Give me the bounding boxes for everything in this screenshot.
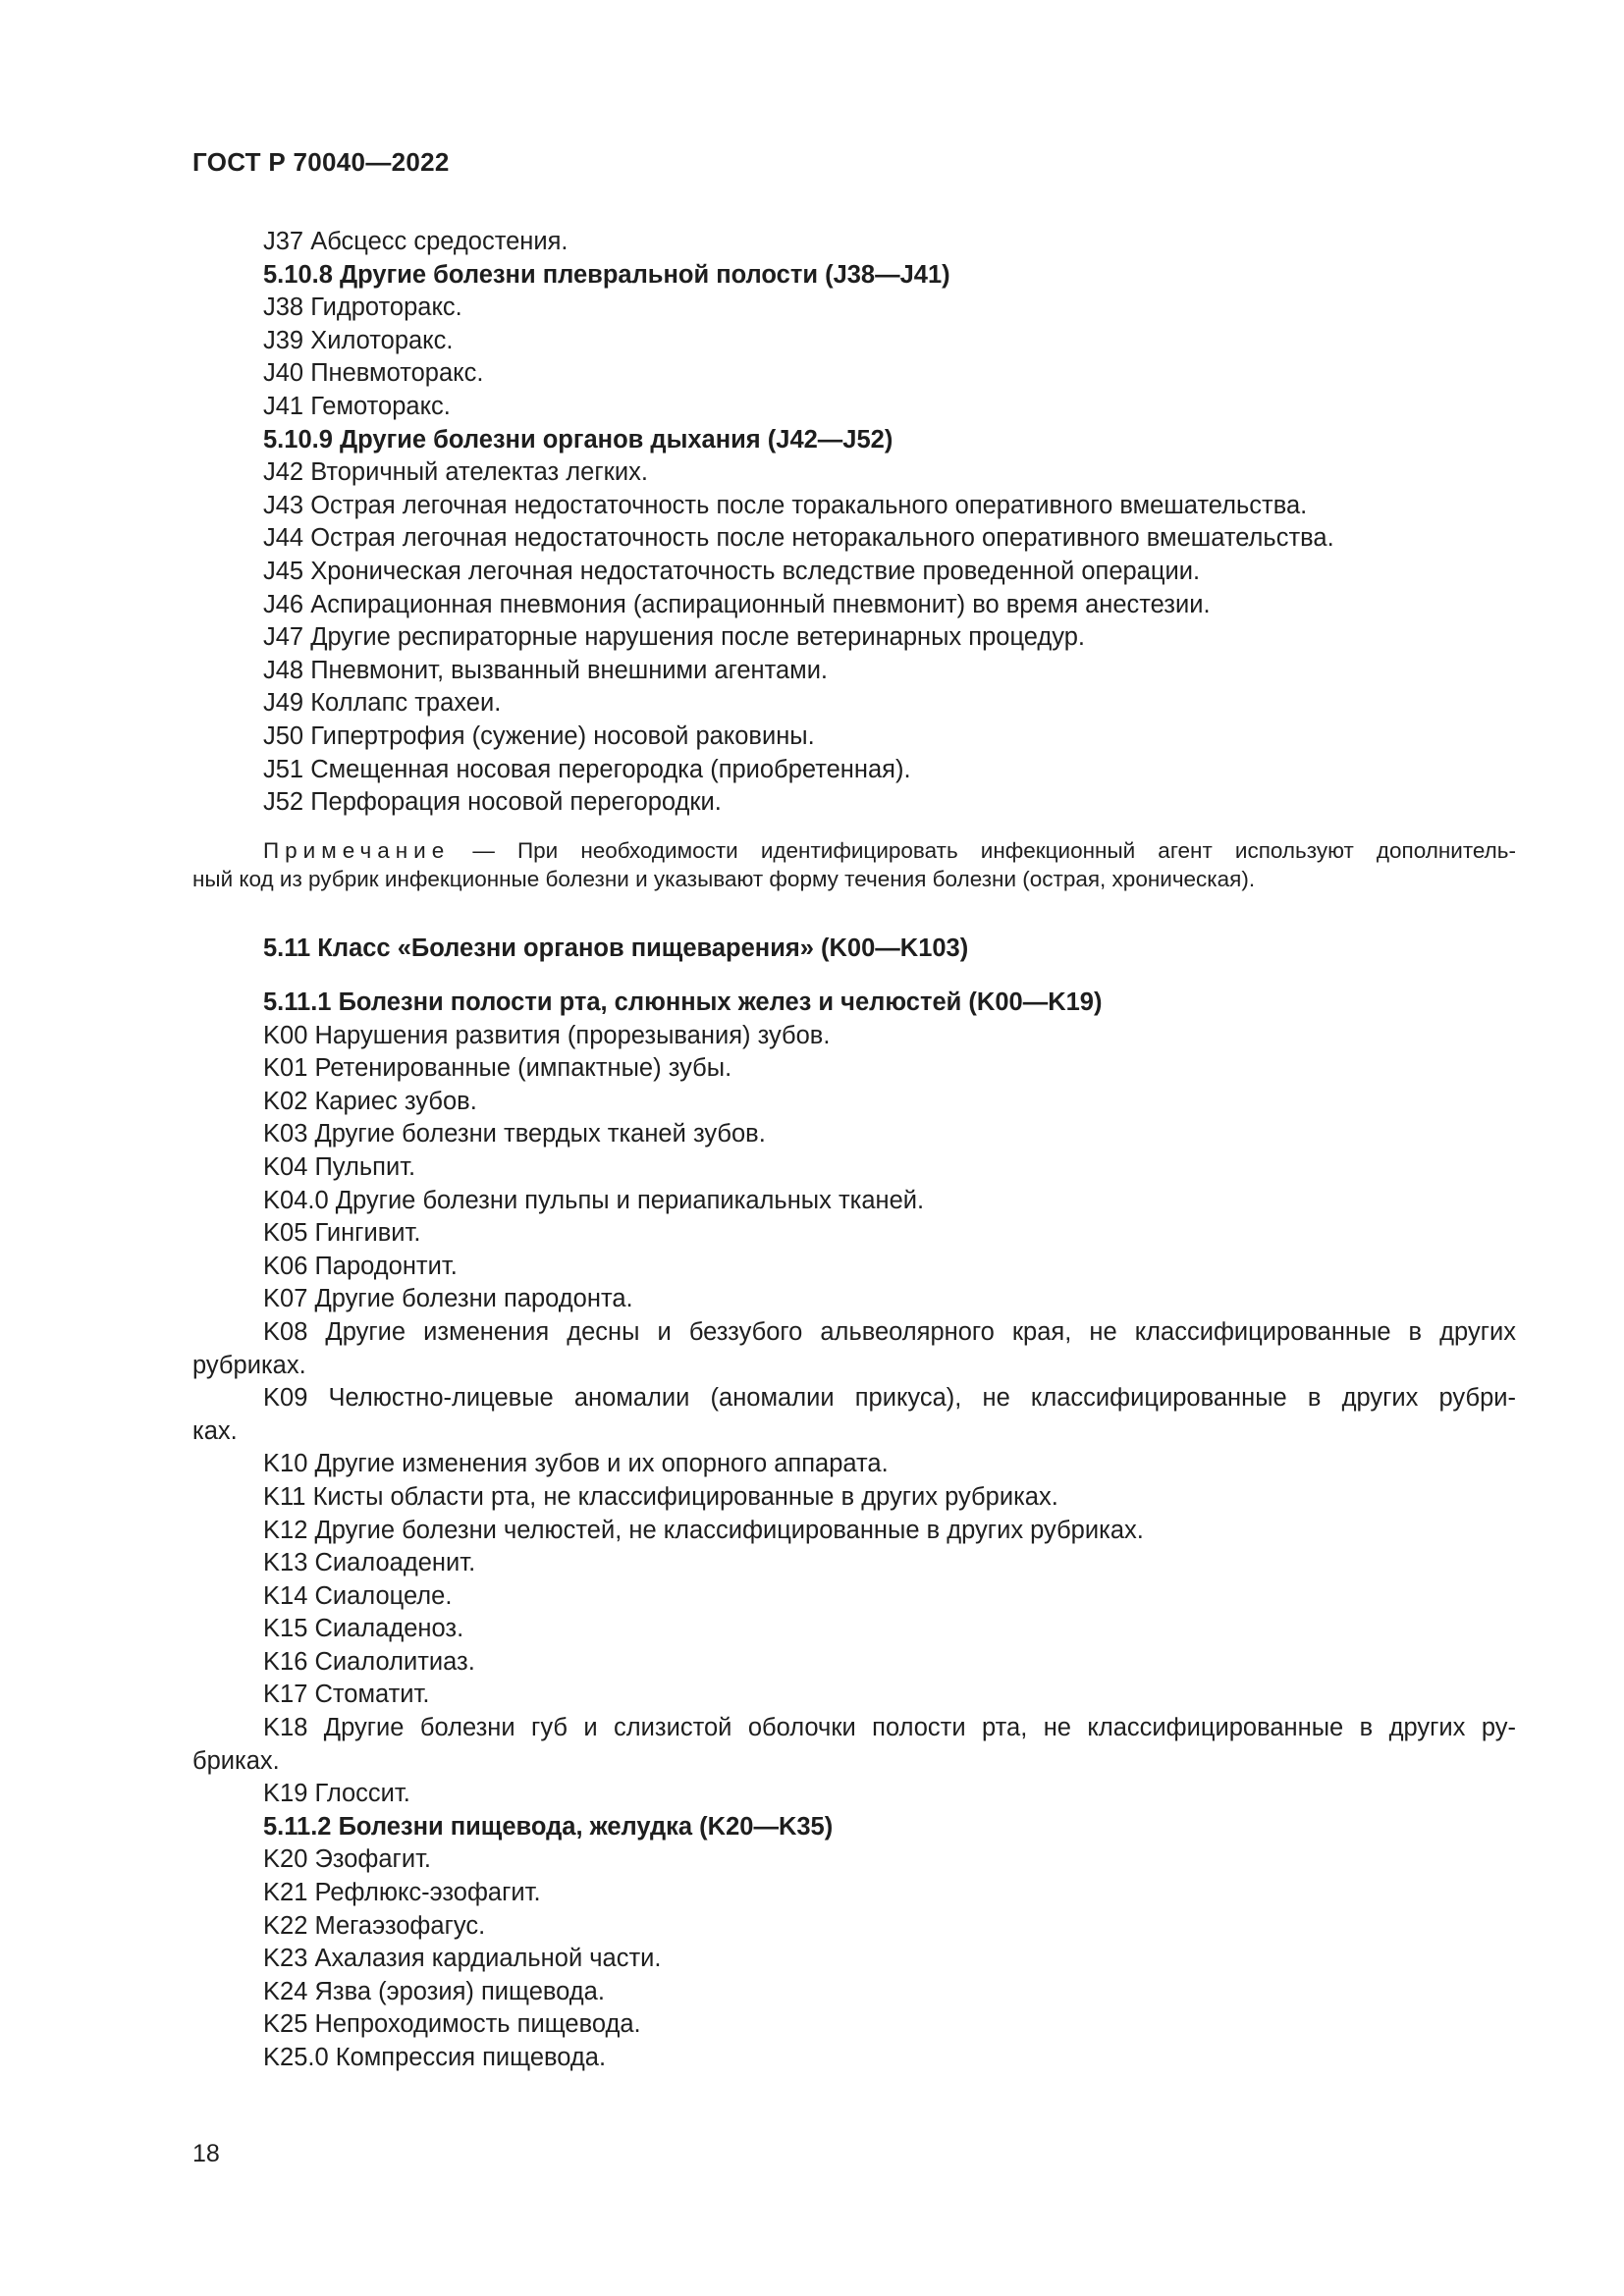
content-block-respiratory	[192, 226, 1516, 820]
content-block-digestive	[192, 987, 1516, 2075]
note-line-2: ный код из рубрик инфекционные болезни и указывают форму течения болезни (острая, хроническая).	[192, 867, 1256, 891]
list-item: K21 Рефлюкс-эзофагит.	[263, 1879, 541, 1907]
list-item: J50 Гипертрофия (сужение) носовой раковины.	[263, 721, 815, 750]
note-label: Примечание	[263, 838, 451, 863]
page-number: 18	[192, 2140, 220, 2167]
list-item: K24 Язва (эрозия) пищевода.	[263, 1977, 605, 2005]
list-item: рубриках.	[192, 1351, 306, 1379]
list-item: K07 Другие болезни пародонта.	[263, 1285, 633, 1313]
list-item: J37 Абсцесс средостения.	[263, 228, 568, 255]
list-item: K06 Пародонтит.	[263, 1252, 458, 1280]
section-heading-5-11: 5.11 Класс «Болезни органов пищеварения» (K00—K103)	[263, 934, 969, 962]
list-item: J47 Другие респираторные нарушения после ветеринарных процедур.	[263, 623, 1085, 652]
note	[192, 836, 1516, 893]
list-item: K25 Непроходимость пищевода.	[263, 2010, 641, 2039]
subsection-heading: 5.11.2 Болезни пищевода, желудка (K20—K35)	[263, 1812, 834, 1841]
list-item: K09 Челюстно-лицевые аномалии (аномалии прикуса), не классифицированные в других рубри-	[263, 1384, 1516, 1413]
list-item: K16 Сиалолитиаз.	[263, 1647, 475, 1676]
list-item: K13 Сиалоаденит.	[263, 1549, 476, 1577]
list-item: K20 Эзофагит.	[263, 1845, 432, 1874]
list-item: K04.0 Другие болезни пульпы и периапикальных тканей.	[263, 1186, 925, 1214]
list-item: K18 Другие болезни губ и слизистой оболочки полости рта, не классифицированные в других ру-	[263, 1714, 1516, 1742]
list-item: J52 Перфорация носовой перегородки.	[263, 788, 722, 817]
list-item: J40 Пневмоторакс.	[263, 359, 484, 388]
list-item: J39 Хилоторакс.	[263, 326, 454, 354]
list-item: J43 Острая легочная недостаточность после торакального оперативного вмешательства.	[263, 491, 1308, 519]
list-item: бриках.	[192, 1746, 280, 1775]
list-item: K11 Кисты области рта, не классифицированные в других рубриках.	[263, 1482, 1058, 1511]
list-item: K08 Другие изменения десны и беззубого альвеолярного края, не классифицированные в других	[263, 1317, 1516, 1346]
note-text-1: — При необходимости идентифицировать инфекционный агент используют дополнитель-	[450, 838, 1516, 863]
list-item: J41 Гемоторакс.	[263, 392, 451, 420]
list-item: K10 Другие изменения зубов и их опорного аппарата.	[263, 1450, 889, 1478]
subsection-heading: 5.10.9 Другие болезни органов дыхания (J42—J52)	[263, 425, 893, 454]
list-item: J38 Гидроторакс.	[263, 294, 462, 322]
document-header: ГОСТ Р 70040—2022	[192, 147, 450, 177]
note-line-1	[192, 836, 1516, 865]
subsection-heading: 5.11.1 Болезни полости рта, слюнных желез и челюстей (K00—K19)	[263, 988, 1103, 1016]
list-item: K01 Ретенированные (импактные) зубы.	[263, 1054, 732, 1083]
list-item: J51 Смещенная носовая перегородка (приобретенная).	[263, 755, 911, 783]
list-item: J49 Коллапс трахеи.	[263, 689, 502, 718]
list-item: K03 Другие болезни твердых тканей зубов.	[263, 1120, 766, 1148]
list-item: K02 Кариес зубов.	[263, 1087, 477, 1115]
list-item: K14 Сиалоцеле.	[263, 1581, 453, 1610]
list-item: ках.	[192, 1416, 238, 1445]
list-item: K23 Ахалазия кардиальной части.	[263, 1945, 662, 1973]
list-item: K17 Стоматит.	[263, 1681, 430, 1709]
list-item: K00 Нарушения развития (прорезывания) зубов.	[263, 1021, 831, 1049]
list-item: K22 Мегаэзофагус.	[263, 1911, 486, 1940]
list-item: J42 Вторичный ателектаз легких.	[263, 458, 648, 487]
list-item: J46 Аспирационная пневмония (аспирационный пневмонит) во время анестезии.	[263, 590, 1211, 618]
subsection-heading: 5.10.8 Другие болезни плевральной полости (J38—J41)	[263, 260, 950, 289]
list-item: K25.0 Компрессия пищевода.	[263, 2044, 607, 2071]
list-item: K12 Другие болезни челюстей, не классифицированные в других рубриках.	[263, 1516, 1144, 1544]
list-item: K04 Пульпит.	[263, 1152, 416, 1181]
list-item: K19 Глоссит.	[263, 1780, 410, 1808]
list-item: K15 Сиаладеноз.	[263, 1615, 464, 1643]
list-item: K05 Гингивит.	[263, 1219, 421, 1248]
list-item: J44 Острая легочная недостаточность после неторакального оперативного вмешательства.	[263, 524, 1334, 553]
list-item: J45 Хроническая легочная недостаточность вследствие проведенной операции.	[263, 557, 1201, 585]
list-item: J48 Пневмонит, вызванный внешними агентами.	[263, 656, 829, 684]
